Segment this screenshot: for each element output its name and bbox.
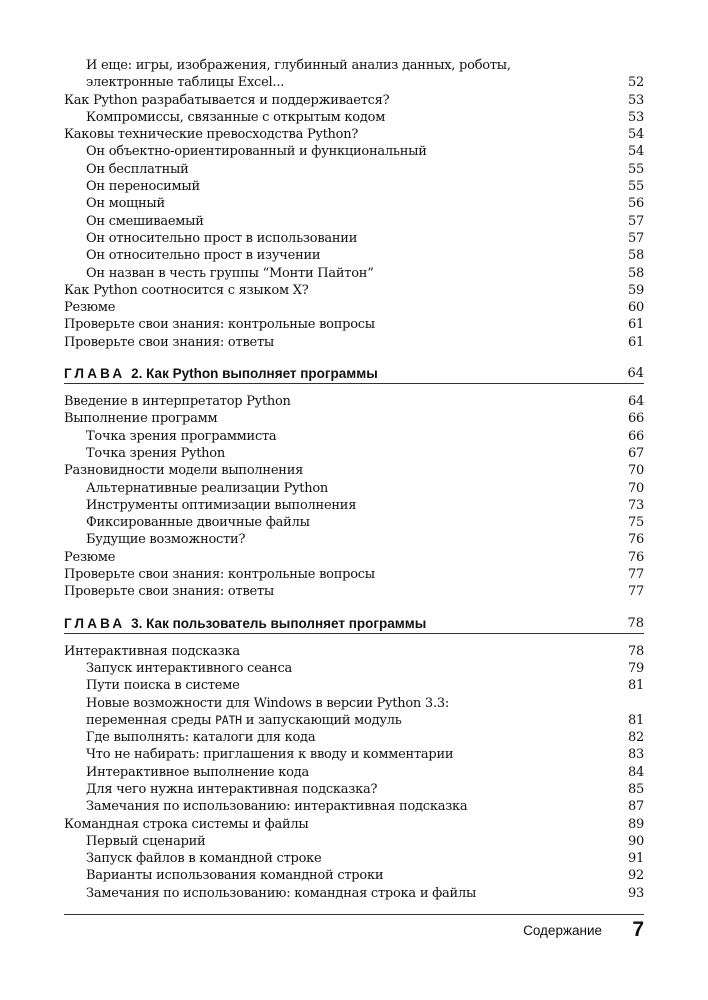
toc-page-number: 89 [627, 816, 644, 832]
toc-page-number: 56 [627, 196, 644, 212]
toc-entry-title: Точка зрения программиста [86, 428, 277, 444]
toc-subentry [64, 729, 644, 746]
toc-page-number: 78 [627, 643, 644, 659]
toc-entry-title: Введение в интерпретатор Python [64, 394, 291, 410]
toc-page-number: 55 [627, 161, 644, 177]
toc-entry [64, 282, 644, 299]
toc-page-number: 53 [627, 92, 644, 108]
toc-subentry [64, 230, 644, 247]
toc-entry [64, 583, 644, 600]
toc-entry-title: Что не набирать: приглашения к вводу и комментарии [86, 747, 454, 763]
toc-entry-title: Запуск файлов в командной строке [86, 851, 322, 867]
toc-subentry [64, 781, 644, 798]
toc-page-number: 77 [627, 584, 644, 600]
toc-subentry [64, 867, 644, 884]
toc-subentry [64, 57, 644, 92]
toc-subentry [64, 161, 644, 178]
toc-page-number: 54 [627, 127, 644, 143]
toc-page-number: 78 [627, 615, 644, 631]
toc-page-number: 67 [627, 445, 644, 461]
toc-entry-title: Будущие возможности? [86, 532, 246, 548]
toc-page-number: 55 [627, 179, 644, 195]
toc-subentry [64, 695, 644, 730]
toc-entry-title: Он переносимый [86, 179, 200, 195]
toc-page-number: 73 [627, 497, 644, 513]
toc-page-number: 76 [627, 549, 644, 565]
toc-entry-title: Разновидности модели выполнения [64, 463, 304, 479]
chapter-heading [64, 615, 644, 634]
toc-page-number: 60 [627, 300, 644, 316]
toc-subentry [64, 428, 644, 445]
toc-entry [64, 126, 644, 143]
toc-entry [64, 566, 644, 583]
toc-page-number: 52 [627, 75, 644, 91]
toc-entry-title: Он бесплатный [86, 161, 189, 177]
toc-page-number: 84 [627, 764, 644, 780]
toc-entry-title: электронные таблицы Excel... [86, 75, 285, 91]
toc-entry-title: Пути поиска в системе [86, 678, 240, 694]
toc-page-number: 82 [627, 730, 644, 746]
toc-entry-title: Как Python разрабатывается и поддерживается? [64, 92, 390, 108]
page-number: 7 [632, 918, 644, 941]
toc-subentry [64, 764, 644, 781]
toc-entry [64, 316, 644, 333]
toc-page-number: 66 [627, 411, 644, 427]
toc-entry [64, 393, 644, 410]
toc-page-number: 92 [627, 868, 644, 884]
toc-entry-title: Варианты использования командной строки [86, 868, 384, 884]
toc-page-number: 53 [627, 109, 644, 125]
toc-page-number: 54 [627, 144, 644, 160]
toc-page-number: 70 [627, 480, 644, 496]
running-footer-title: Содержание [523, 923, 602, 938]
chapter-label: ГЛАВА [64, 366, 126, 382]
toc-entry-title: Резюме [64, 549, 116, 565]
toc-entry-title: Фиксированные двоичные файлы [86, 515, 310, 531]
toc-page-number: 81 [627, 712, 644, 728]
toc-page-number: 58 [627, 248, 644, 264]
toc-entry-title: Каковы технические превосходства Python? [64, 127, 359, 143]
table-of-contents [64, 57, 644, 902]
toc-entry-title: Он мощный [86, 196, 165, 212]
toc-subentry [64, 677, 644, 694]
toc-page-number: 61 [627, 317, 644, 333]
toc-entry-title: Альтернативные реализации Python [86, 480, 329, 496]
toc-page-number: 57 [627, 230, 644, 246]
toc-subentry [64, 480, 644, 497]
toc-entry-title: Он назван в честь группы “Монти Пайтон” [86, 265, 374, 281]
footer-divider [64, 914, 644, 915]
toc-entry [64, 410, 644, 427]
code-term: PATH [215, 712, 242, 727]
toc-entry-title: Новые возможности для Windows в версии Python 3.3: [86, 695, 449, 711]
toc-entry-title: Запуск интерактивного сеанса [86, 660, 292, 676]
toc-entry-title: Резюме [64, 300, 116, 316]
toc-entry-title: Он относительно прост в использовании [86, 230, 358, 246]
toc-page-number: 76 [627, 532, 644, 548]
toc-entry-title: Точка зрения Python [86, 445, 226, 461]
toc-subentry [64, 265, 644, 282]
toc-page-number: 64 [627, 366, 644, 382]
toc-page-number: 81 [627, 678, 644, 694]
toc-entry-title: Первый сценарий [86, 833, 206, 849]
toc-entry-title: Он объектно-ориентированный и функциональный [86, 144, 427, 160]
toc-entry [64, 462, 644, 479]
toc-subentry [64, 746, 644, 763]
toc-entry-title: Проверьте свои знания: контрольные вопросы [64, 317, 375, 333]
chapter-title: 2. Как Python выполняет программы [131, 366, 378, 382]
toc-entry-title: Компромиссы, связанные с открытым кодом [86, 109, 386, 125]
toc-entry-title: Проверьте свои знания: контрольные вопросы [64, 567, 375, 583]
toc-entry-title: Интерактивная подсказка [64, 643, 240, 659]
toc-entry-title: Проверьте свои знания: ответы [64, 334, 275, 350]
toc-entry-title: Для чего нужна интерактивная подсказка? [86, 781, 378, 797]
toc-page-number: 75 [627, 515, 644, 531]
toc-page-number: 91 [627, 851, 644, 867]
toc-entry [64, 549, 644, 566]
toc-page-number: 70 [627, 463, 644, 479]
toc-entry-title: Как Python соотносится с языком X? [64, 282, 309, 298]
toc-entry [64, 299, 644, 316]
toc-entry-title: Где выполнять: каталоги для кода [86, 730, 316, 746]
toc-entry [64, 92, 644, 109]
toc-entry-title: Он относительно прост в изучении [86, 248, 321, 264]
toc-page-number: 83 [627, 747, 644, 763]
toc-subentry [64, 213, 644, 230]
toc-page-number: 57 [627, 213, 644, 229]
toc-subentry [64, 109, 644, 126]
toc-page-number: 77 [627, 567, 644, 583]
toc-subentry [64, 850, 644, 867]
toc-page-number: 90 [627, 833, 644, 849]
toc-page-number: 58 [627, 265, 644, 281]
toc-subentry [64, 885, 644, 902]
toc-page-number: 79 [627, 660, 644, 676]
toc-page-number: 87 [627, 799, 644, 815]
toc-subentry [64, 497, 644, 514]
toc-subentry [64, 660, 644, 677]
toc-page-number: 61 [627, 334, 644, 350]
toc-subentry [64, 833, 644, 850]
toc-entry-title: Интерактивное выполнение кода [86, 764, 309, 780]
chapter-title: 3. Как пользователь выполняет программы [131, 615, 427, 631]
toc-entry-title: Он смешиваемый [86, 213, 204, 229]
toc-subentry [64, 531, 644, 548]
toc-entry-title: Командная строка системы и файлы [64, 816, 309, 832]
toc-subentry [64, 445, 644, 462]
toc-entry-title: Замечания по использованию: интерактивная подсказка [86, 799, 468, 815]
toc-subentry [64, 514, 644, 531]
toc-entry-title: Замечания по использованию: командная строка и файлы [86, 885, 477, 901]
toc-page-number: 59 [627, 282, 644, 298]
chapter-label: ГЛАВА [64, 615, 126, 631]
toc-subentry [64, 178, 644, 195]
toc-entry-title: переменная среды PATH и запускающий модуль [86, 712, 402, 728]
chapter-heading [64, 365, 644, 384]
toc-page-number: 66 [627, 428, 644, 444]
toc-subentry [64, 798, 644, 815]
toc-page-number: 93 [627, 885, 644, 901]
toc-entry [64, 334, 644, 351]
toc-entry [64, 643, 644, 660]
toc-subentry [64, 143, 644, 160]
toc-subentry [64, 247, 644, 264]
toc-page-number: 64 [627, 394, 644, 410]
toc-entry-title: Выполнение программ [64, 411, 218, 427]
toc-page-number: 85 [627, 781, 644, 797]
toc-entry [64, 816, 644, 833]
toc-entry-title: И еще: игры, изображения, глубинный анализ данных, роботы, [86, 58, 511, 73]
toc-entry-title: Проверьте свои знания: ответы [64, 584, 275, 600]
toc-subentry [64, 195, 644, 212]
toc-entry-title: Инструменты оптимизации выполнения [86, 497, 357, 513]
